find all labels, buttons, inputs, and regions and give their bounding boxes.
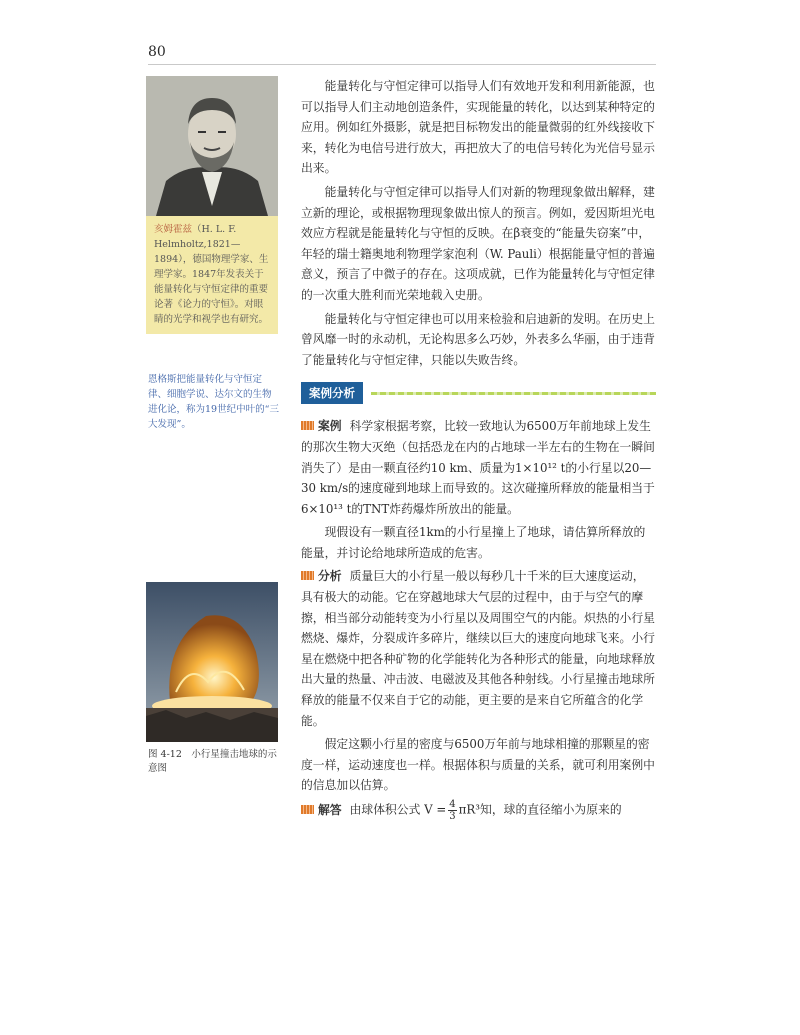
formula-fraction	[448, 799, 456, 822]
portrait-caption-text: （H. L. F. Helmholtz,1821—1894），德国物理学家、生理学家。1847年发表关于能量转化与守恒定律的重要论著《论力的守恒》。对眼睛的光学和视学也有研究。	[154, 224, 269, 325]
analysis-paragraph-2: 假定这颗小行星的密度与6500万年前与地球相撞的那颗星的密度一样，运动速度也一样。根据体积与质量的关系，就可利用案例中的信息加以估算。	[301, 737, 655, 793]
answer-paragraph	[301, 799, 656, 822]
asteroid-drawing	[146, 582, 278, 742]
answer-label: 解答	[318, 802, 342, 817]
paragraph-1: 能量转化与守恒定律可以指导人们有效地开发和利用新能源，也可以指导人们主动地创造条件，实现能量的转化，以达到某种特定的应用。例如红外摄影，就是把目标物发出的能量微弱的红外线接收下来，转化为电信号进行放大，再把放大了的电信号转化为光信号显示出来。	[301, 79, 655, 176]
portrait-caption	[146, 216, 278, 334]
helmholtz-portrait	[146, 76, 278, 216]
answer-pre: 由球体积公式 V =	[349, 802, 447, 817]
answer-marker-icon	[301, 805, 314, 814]
case-text: 科学家根据考察，比较一致地认为6500万年前地球上发生的那次生物大灭绝（包括恐龙在内的占地球一半左右的生物在一瞬间消失了）是由一颗直径约10 km、质量为1×10¹² t的小行星以20—30 km/s的速度碰到地球上而导致的。这次碰撞所释放的能量相当于6×10¹³ t的TNT炸药爆炸所放出的能量。	[301, 419, 655, 516]
fraction-numerator: 4	[449, 799, 456, 810]
paragraph-3: 能量转化与守恒定律也可以用来检验和启迪新的发明。在历史上曾风靡一时的永动机，无论构思多么巧妙，外表多么华丽，由于违背了能量转化与守恒定律，只能以失败告终。	[301, 311, 655, 367]
case-label: 案例	[318, 419, 342, 434]
case-question: 现假设有一颗直径1km的小行星撞上了地球，请估算所释放的能量，并讨论给地球所造成的危害。	[301, 525, 646, 560]
answer-post: 知，球的直径缩小为原来的	[480, 802, 622, 817]
portrait-caption-name: 亥姆霍兹	[154, 224, 193, 235]
analysis-paragraph	[301, 566, 656, 731]
figure-caption: 图 4-12 小行星撞击地球的示意图	[148, 749, 277, 774]
fraction-denominator: 3	[449, 811, 456, 822]
case-paragraph	[301, 416, 656, 519]
main-text	[301, 76, 656, 825]
section-divider	[371, 392, 656, 395]
header-rule	[148, 64, 656, 65]
section-title: 案例分析	[301, 382, 363, 404]
portrait-drawing	[146, 76, 278, 216]
analysis-text: 质量巨大的小行星一般以每秒几十千米的巨大速度运动，具有极大的动能。它在穿越地球大气层的过程中，由于与空气的摩擦，相当部分动能转变为小行星以及周围空气的内能。炽热的小行星燃烧、爆炸，分裂成许多碎片，继续以巨大的速度向地球飞来。小行星在燃烧中把各种矿物的化学能转化为各种形式的能量，向地球释放出大量的热量、冲击波、电磁波及其他各种射线。小行星撞击地球所释放的能量不仅来自于它的动能，更主要的是来自它所蕴含的化学能。	[301, 569, 655, 728]
section-header	[301, 382, 656, 404]
paragraph-2: 能量转化与守恒定律可以指导人们对新的物理现象做出解释，建立新的理论，或根据物理现象做出惊人的预言。例如，爱因斯坦光电效应方程就是能量转化与守恒的反映。在β衰变的“能量失窃案”中，年轻的瑞士籍奥地利物理学家泡利（W. Pauli）根据能量守恒的普遍意义，预言了中微子的存在。这项成就，已作为能量转化与守恒定律的一次重大胜利而光荣地载入史册。	[301, 184, 655, 302]
analysis-marker-icon	[301, 571, 314, 580]
page-number: 80	[148, 44, 166, 60]
case-marker-icon	[301, 421, 314, 430]
analysis-label: 分析	[318, 569, 342, 584]
asteroid-impact-image	[146, 582, 278, 742]
answer-formula: πR³	[458, 802, 481, 817]
sidenote-three-discoveries: 恩格斯把能量转化与守恒定律、细胞学说、达尔文的生物进化论，称为19世纪中叶的“三大发现”。	[148, 374, 279, 430]
